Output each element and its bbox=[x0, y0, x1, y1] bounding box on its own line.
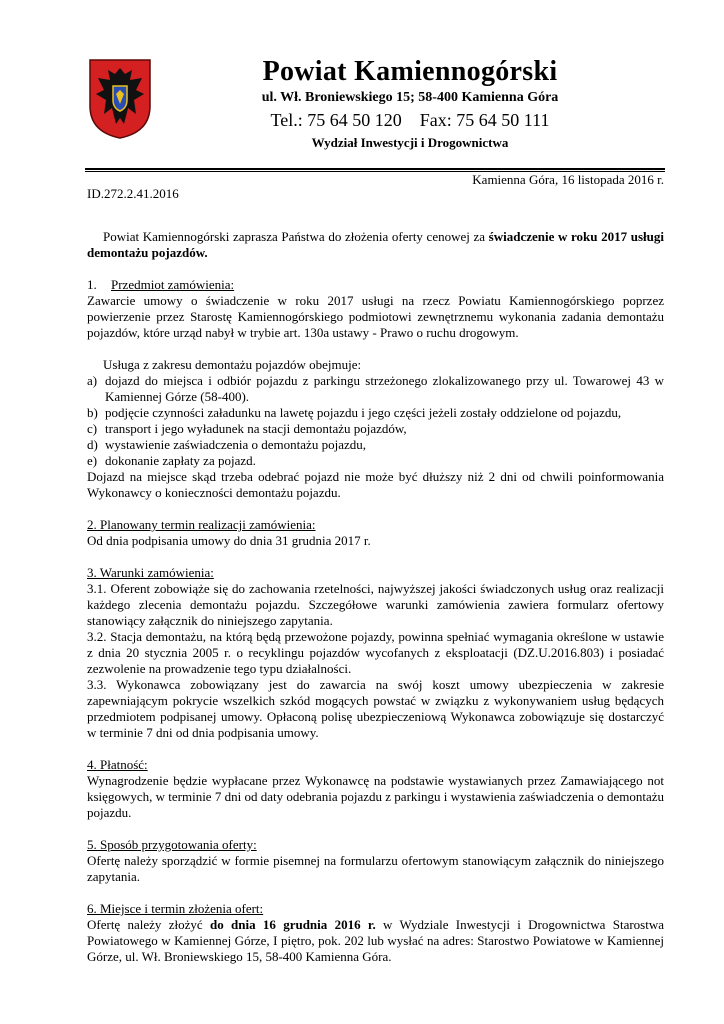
header-phone-fax: Tel.: 75 64 50 120 Fax: 75 64 50 111 bbox=[270, 110, 550, 130]
intro-subject: świadczenie w roku 2017 usługi demontażu pojazdów. bbox=[87, 229, 664, 260]
date-line: Kamienna Góra, 16 listopada 2016 r. bbox=[472, 172, 664, 187]
scope-item-text: podjęcie czynności załadunku na lawetę pojazdu i jego części jeżeli zostały oddzielone od pojazdu, bbox=[105, 405, 622, 420]
section1-note: Dojazd na miejsce skąd trzeba odebrać pojazd nie może być dłuższy niż 2 dni od chwili poinformowania Wykonawcy o konieczności demontażu pojazdu. bbox=[87, 469, 664, 500]
scope-item-marker: c) bbox=[87, 421, 98, 436]
section2-heading: 2. Planowany termin realizacji zamówienia: bbox=[87, 517, 316, 532]
scope-item bbox=[87, 453, 664, 469]
scope-item bbox=[87, 373, 664, 405]
section2-text: Od dnia podpisania umowy do dnia 31 grudnia 2017 r. bbox=[87, 533, 371, 548]
section6-heading: 6. Miejsce i termin złożenia ofert: bbox=[87, 901, 264, 916]
scope-list bbox=[87, 373, 664, 469]
section5-heading: 5. Sposób przygotowania oferty: bbox=[87, 837, 257, 852]
header-department: Wydział Inwestycji i Drogownictwa bbox=[311, 135, 509, 150]
section5-text: Ofertę należy sporządzić w formie pisemnej na formularzu ofertowym stanowiącym załącznik do niniejszego zapytania. bbox=[87, 853, 664, 884]
deadline: do dnia 16 grudnia 2016 r. bbox=[209, 917, 376, 932]
header-address: ul. Wł. Broniewskiego 15; 58-400 Kamienna Góra bbox=[261, 90, 559, 105]
scope-item bbox=[87, 437, 664, 453]
section1-heading: 1. Przedmiot zamówienia: bbox=[87, 277, 235, 292]
header-divider bbox=[85, 168, 665, 170]
document-body bbox=[87, 229, 664, 965]
scope-item-marker: b) bbox=[87, 405, 98, 420]
scope-item bbox=[87, 405, 664, 421]
section3-p2: 3.2. Stacja demontażu, na którą będą przewożone pojazdy, powinna spełniać wymagania określone w ustawie z dnia 20 stycznia 2005 r. o recyklingu pojazdów wycofanych z eksploatacji (DZ.U.2016.803) i posiadać zezwolenie na prowadzenie tego typu działalności. bbox=[87, 629, 664, 676]
section4-text: Wynagrodzenie będzie wypłacane przez Wykonawcę na podstawie wystawianych przez Zamawiającego not księgowych, w terminie 7 dni od daty odebrania pojazdu z parkingu i wystawienia zaświadczenia o demontażu pojazdu. bbox=[87, 773, 664, 820]
section4-heading: 4. Płatność: bbox=[87, 757, 148, 772]
scope-item-marker: e) bbox=[87, 453, 98, 468]
intro-paragraph: Powiat Kamiennogórski zaprasza Państwa do złożenia oferty cenowej za świadczenie w roku 2017 usługi demontażu pojazdów. bbox=[87, 229, 664, 260]
section3-heading: 3. Warunki zamówienia: bbox=[87, 565, 214, 580]
scope-item-text: transport i jego wyładunek na stacji demontażu pojazdów, bbox=[105, 421, 407, 436]
scope-item-text: dokonanie zapłaty za pojazd. bbox=[105, 453, 256, 468]
scope-item bbox=[87, 421, 664, 437]
section6-text: Ofertę należy złożyć do dnia 16 grudnia 2016 r. w Wydziale Inwestycji i Drogownictwa Starostwa Powiatowego w Kamiennej Górze, I piętro, pok. 202 lub wysłać na adres: Starostwo Powiatowe w Kamiennej Górze, ul. Wł. Broniewskiego 15, 58-400 Kamienna Góra. bbox=[87, 917, 665, 964]
section1-text: Zawarcie umowy o świadczenie w roku 2017 usługi na rzecz Powiatu Kamiennogórskiego poprzez powierzenie przez Starostę Kamiennogórskiego podmiotowi zewnętrznemu wykonania zadania demontażu pojazdów, które urząd nabył w trybie art. 130a ustawy - Prawo o ruchu drogowym. bbox=[87, 293, 664, 340]
section3-p1: 3.1. Oferent zobowiąże się do zachowania rzetelności, najwyższej jakości świadczonych usług oraz realizacji każdego zlecenia demontażu pojazdu. Szczegółowe warunki zamówienia zawiera formularz ofertowy stanowiący załącznik do niniejszego zapytania. bbox=[87, 581, 664, 628]
section3-p3: 3.3. Wykonawca zobowiązany jest do zawarcia na swój koszt umowy ubezpieczenia w zakresie zapewniającym pokrycie wszelkich szkód mogących powstać w związku z wykonywaniem usług będących przedmiotem podpisanej umowy. Opłaconą polisę ubezpieczeniową Wykonawca zobowiązuje się dostarczyć w terminie 7 dni od dnia podpisania umowy. bbox=[87, 677, 664, 740]
header-title: Powiat Kamiennogórski bbox=[262, 56, 558, 87]
county-crest-logo bbox=[88, 58, 152, 140]
scope-item-text: dojazd do miejsca i odbiór pojazdu z parkingu strzeżonego zlokalizowanego przy ul. Towarowej 43 w Kamiennej Górze (58-400). bbox=[105, 373, 664, 404]
scope-item-marker: a) bbox=[87, 373, 98, 388]
scope-item-marker: d) bbox=[87, 437, 98, 452]
scope-item-text: wystawienie zaświadczenia o demontażu pojazdu, bbox=[105, 437, 366, 452]
scope-intro: Usługa z zakresu demontażu pojazdów obejmuje: bbox=[103, 357, 362, 372]
reference-number: ID.272.2.41.2016 bbox=[87, 186, 179, 201]
